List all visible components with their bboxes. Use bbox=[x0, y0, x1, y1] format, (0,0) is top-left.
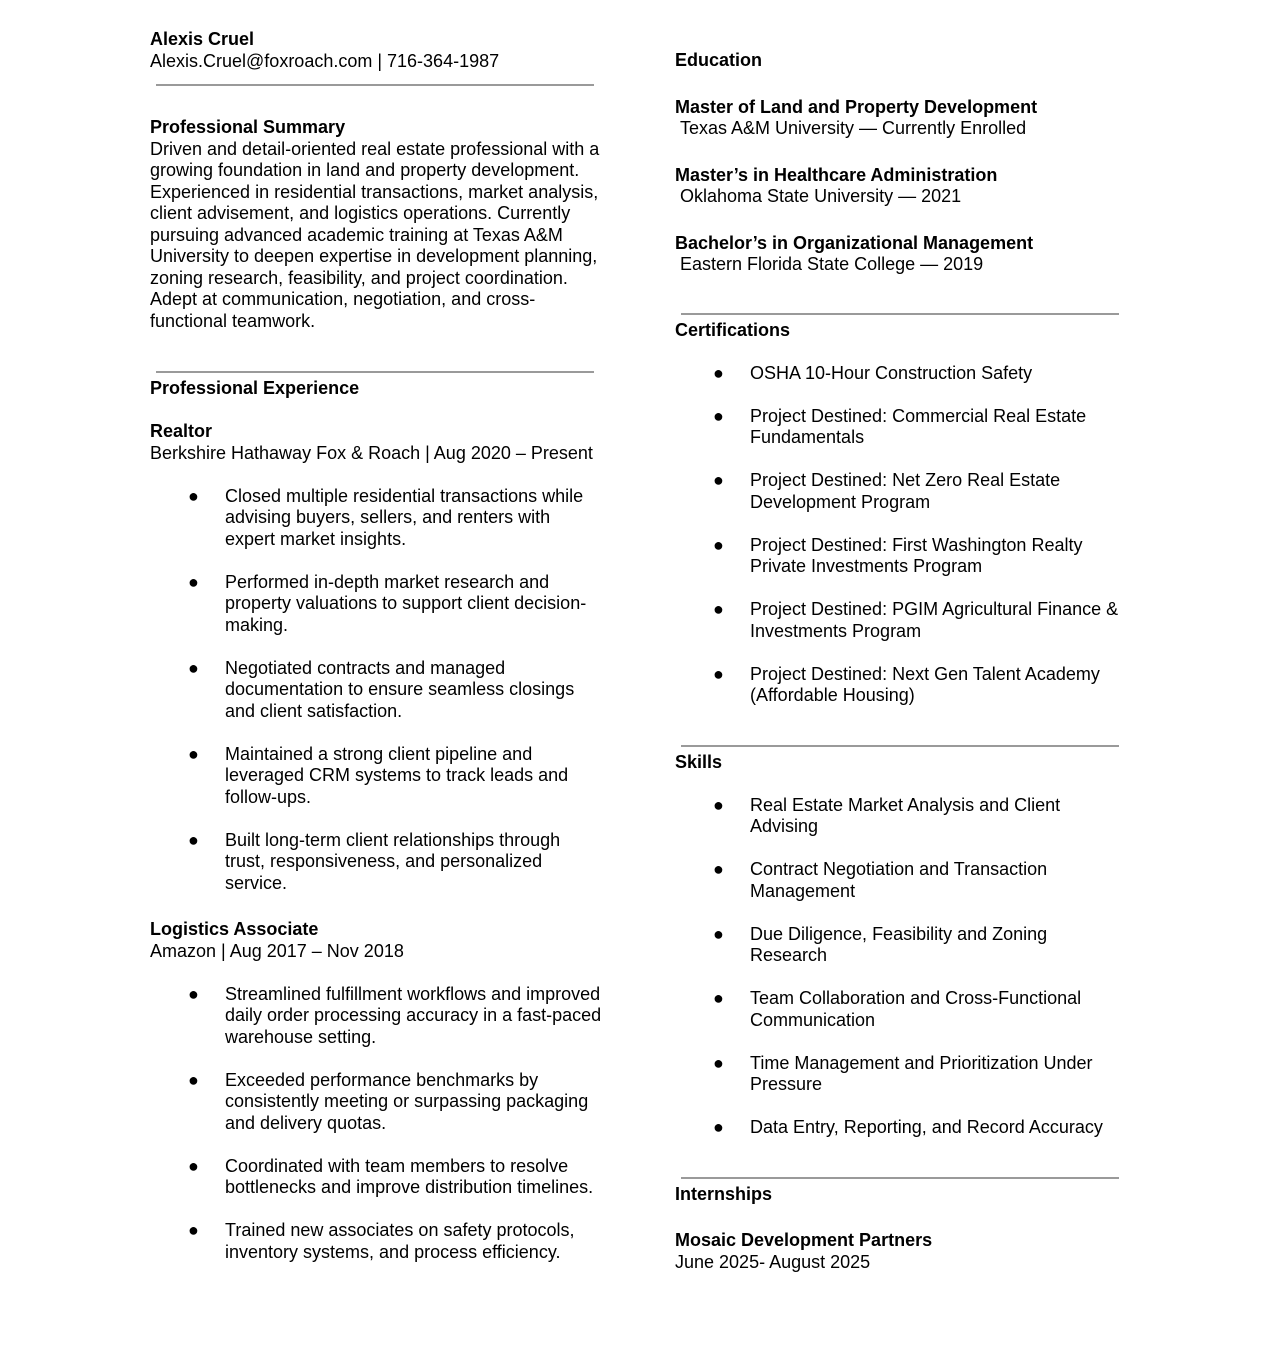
skills-heading: Skills bbox=[675, 751, 723, 772]
divider bbox=[156, 371, 594, 373]
list-item: ● Performed in-depth market research and property valuations to support client decision-making. bbox=[188, 571, 587, 635]
internship-dates: June 2025- August 2025 bbox=[675, 1251, 871, 1272]
bullet-icon: ● bbox=[713, 663, 724, 684]
list-item: ● Negotiated contracts and managed documentation to ensure seamless closings and client satisfaction. bbox=[188, 657, 575, 721]
job-bullets bbox=[150, 486, 602, 895]
list-item: ● Project Destined: First Washington Realty Private Investments Program bbox=[713, 534, 1083, 576]
bullet-icon: ● bbox=[713, 859, 724, 879]
skills-list bbox=[675, 795, 1125, 1139]
list-item: ● Exceeded performance benchmarks by consistently meeting or surpassing packaging and delivery quotas. bbox=[188, 1069, 589, 1133]
divider bbox=[156, 84, 594, 86]
bullet-icon: ● bbox=[188, 743, 199, 764]
list-item: ● OSHA 10-Hour Construction Safety bbox=[713, 362, 1033, 383]
bullet-icon: ● bbox=[188, 485, 199, 506]
bullet-icon: ● bbox=[188, 983, 199, 1004]
list-item: ● Project Destined: Net Zero Real Estate Development Program bbox=[713, 470, 1061, 512]
certifications-heading: Certifications bbox=[675, 319, 791, 340]
list-item: ● Project Destined: Commercial Real Estate Fundamentals bbox=[713, 405, 1087, 447]
degree-title: Master of Land and Property Development bbox=[675, 96, 1038, 117]
bullet-icon: ● bbox=[188, 829, 199, 850]
list-item: ● Coordinated with team members to resolve bottlenecks and improve distribution timelines. bbox=[188, 1155, 594, 1197]
internship-org: Mosaic Development Partners bbox=[675, 1230, 933, 1250]
bullet-icon: ● bbox=[713, 988, 724, 1008]
bullet-icon: ● bbox=[188, 1220, 199, 1240]
list-item: ● Built long-term client relationships through trust, responsiveness, and personalized service. bbox=[188, 829, 561, 893]
list-item: ● Project Destined: Next Gen Talent Academy (Affordable Housing) bbox=[713, 663, 1100, 705]
bullet-icon: ● bbox=[188, 1069, 199, 1090]
list-item: ● Trained new associates on safety protocols, inventory systems, and process efficiency. bbox=[188, 1220, 575, 1262]
bullet-icon: ● bbox=[713, 470, 724, 490]
divider bbox=[681, 313, 1119, 315]
contact-line: Alexis.Cruel@foxroach.com | 716-364-1987 bbox=[150, 50, 500, 71]
bullet-icon: ● bbox=[713, 599, 724, 619]
bullet-icon: ● bbox=[713, 1052, 724, 1073]
bullet-icon: ● bbox=[713, 534, 724, 555]
bullet-icon: ● bbox=[188, 571, 199, 592]
experience-heading: Professional Experience bbox=[150, 378, 360, 398]
bullet-icon: ● bbox=[713, 362, 724, 383]
left-column bbox=[150, 29, 602, 1263]
list-item: ● Due Diligence, Feasibility and Zoning Research bbox=[713, 923, 1048, 965]
degree-title: Bachelor’s in Organizational Management bbox=[675, 232, 1034, 253]
bullet-icon: ● bbox=[713, 1117, 724, 1137]
list-item: ● Time Management and Prioritization Under Pressure bbox=[713, 1052, 1093, 1094]
job-bullets bbox=[150, 984, 602, 1264]
job-title: Logistics Associate bbox=[150, 919, 319, 939]
job-title: Realtor bbox=[150, 421, 213, 441]
candidate-name: Alexis Cruel bbox=[150, 29, 255, 49]
list-item: ● Maintained a strong client pipeline and leveraged CRM systems to track leads and follow-ups. bbox=[188, 743, 569, 807]
certifications-list bbox=[675, 363, 1125, 707]
bullet-icon: ● bbox=[188, 1155, 199, 1176]
job-org: Berkshire Hathaway Fox & Roach | Aug 2020 – Present bbox=[150, 442, 593, 463]
job-org: Amazon | Aug 2017 – Nov 2018 bbox=[150, 940, 404, 961]
bullet-icon: ● bbox=[713, 794, 724, 815]
list-item: ● Data Entry, Reporting, and Record Accuracy bbox=[713, 1117, 1103, 1137]
list-item: ● Real Estate Market Analysis and Client Advising bbox=[713, 794, 1061, 836]
internships-heading: Internships bbox=[675, 1183, 773, 1204]
summary-text: Driven and detail-oriented real estate professional with a growing foundation in land and property development. Experienced in residential transactions, market analysis, client advisement, and logistics operations. Currently pursuing advanced academic training at Texas A&M University to deepen expertise in development planning, zoning research, feasibility, and project coordination. Adept at communication, negotiation, and cross-functional teamwork. bbox=[150, 138, 600, 331]
list-item: ● Streamlined fulfillment workflows and improved daily order processing accuracy in a fast-paced warehouse setting. bbox=[188, 983, 602, 1047]
education-heading: Education bbox=[675, 50, 763, 70]
degree-school: Texas A&M University — Currently Enrolled bbox=[680, 118, 1027, 138]
right-column bbox=[675, 50, 1125, 1273]
bullet-icon: ● bbox=[713, 405, 724, 426]
degree-school: Eastern Florida State College — 2019 bbox=[680, 254, 984, 274]
list-item: ● Contract Negotiation and Transaction Management bbox=[713, 859, 1048, 901]
degree-title: Master’s in Healthcare Administration bbox=[675, 164, 998, 185]
bullet-icon: ● bbox=[188, 657, 199, 678]
divider bbox=[681, 745, 1119, 747]
bullet-icon: ● bbox=[713, 923, 724, 944]
divider bbox=[681, 1177, 1119, 1179]
list-item: ● Team Collaboration and Cross-Functional Communication bbox=[713, 988, 1082, 1030]
list-item: ● Closed multiple residential transactions while advising buyers, sellers, and renters with expert market insights. bbox=[188, 485, 584, 549]
degree-school: Oklahoma State University — 2021 bbox=[680, 186, 962, 206]
summary-heading: Professional Summary bbox=[150, 117, 346, 137]
list-item: ● Project Destined: PGIM Agricultural Finance & Investments Program bbox=[713, 599, 1119, 641]
